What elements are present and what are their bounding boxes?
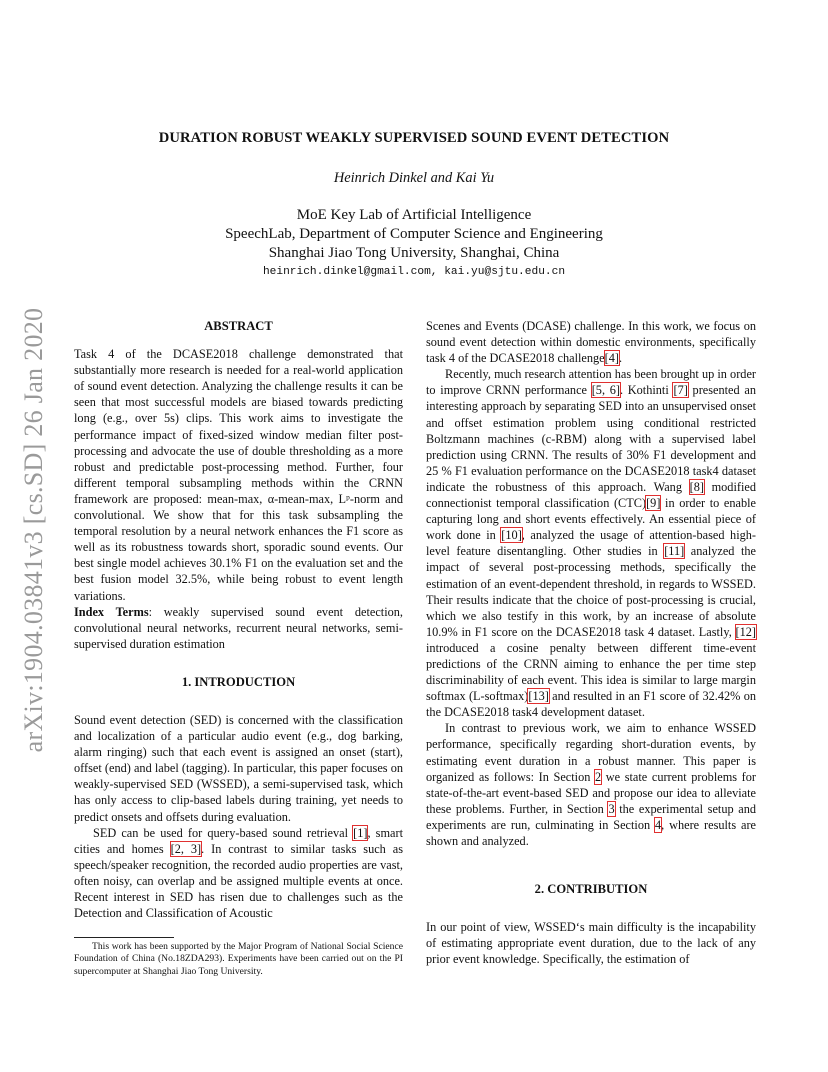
- index-terms-text: : weakly supervised sound event detection, convolutional neural networks, recurrent neural networks, semi-supervised duration estimation: [74, 604, 403, 651]
- author-emails: heinrich.dinkel@gmail.com, kai.yu@sjtu.edu.cn: [262, 266, 566, 278]
- introduction-heading: 1. INTRODUCTION: [181, 674, 296, 689]
- contribution-paragraph-1: In our point of view, WSSED‘s main difficulty is the incapability of estimating appropriate event duration, due to the lack of any prior event knowledge. Specifically, the estimation of: [426, 920, 756, 967]
- affiliation: [0, 206, 828, 263]
- affiliation-line-1: MoE Key Lab of Artificial Intelligence: [296, 207, 532, 223]
- abstract-heading: ABSTRACT: [204, 319, 273, 333]
- citation-link[interactable]: [12]: [735, 624, 756, 639]
- footnote-rule: [74, 937, 174, 938]
- text-run: Scenes and Events (DCASE) challenge. In this work, we focus on sound event detection within domestic environments, specifically task 4 of the DCASE2018 challenge: [426, 319, 756, 366]
- paper-title: DURATION ROBUST WEAKLY SUPERVISED SOUND EVENT DETECTION: [158, 130, 670, 146]
- contribution-heading: 2. CONTRIBUTION: [534, 882, 648, 897]
- affiliation-line-2: SpeechLab, Department of Computer Science and Engineering: [225, 226, 603, 242]
- text-run: introduced a cosine penalty between different time-event predictions of the CRNN aiming to enhance the per time step discriminability of each event. This idea is similar to large margin softmax (L-softmax): [426, 640, 756, 704]
- section-link[interactable]: 4: [655, 817, 662, 832]
- text-run: SED can be used for query-based sound retrieval: [93, 825, 354, 840]
- paper-authors: Heinrich Dinkel and Kai Yu: [333, 170, 495, 186]
- text-run-continued: . In contrast to similar tasks such as speech/speaker recognition, the recorded audio properties are vast, often noisy, can overlap and be assigned multiple events at once. Recent interest in SED has risen due to challenges such as the Detection and Classification of Acoustic: [74, 841, 403, 921]
- text-run: , smart cities and homes: [74, 825, 403, 856]
- text-run: , where results are shown and analyzed.: [426, 817, 756, 848]
- index-terms-label: Index Terms: [74, 604, 149, 619]
- citation-link[interactable]: [4]: [604, 351, 619, 366]
- intro-paragraph-2: [74, 825, 403, 922]
- text-run: modified connectionist temporal classification (CTC): [426, 479, 756, 511]
- citation-link[interactable]: [13]: [528, 689, 549, 704]
- arxiv-identifier: arXiv:1904.03841v3 [cs.SD] 26 Jan 2020: [19, 307, 48, 753]
- citation-link[interactable]: [2, 3]: [170, 841, 202, 856]
- index-terms: [74, 604, 403, 652]
- section-link[interactable]: 3: [608, 801, 615, 816]
- citation-link[interactable]: [1]: [353, 825, 368, 840]
- footnote: This work has been supported by the Major Program of National Social Science Foundation of China (No.18ZDA293). Experiments have been carried out on the PI supercomputer at Shanghai Jiao Tong University.: [74, 941, 403, 977]
- text-run: we state current problems for state-of-the-art event-based SED and propose our idea to alleviate these problems. Further, in Section: [426, 769, 757, 816]
- text-run: , analyzed the usage of attention-based high-level feature disentangling. Other studies in: [426, 528, 756, 559]
- intro-paragraph-3: [426, 366, 756, 720]
- arxiv-sidebar: [14, 290, 54, 770]
- citation-link[interactable]: [7]: [673, 383, 688, 398]
- right-column: [426, 318, 756, 967]
- citation-link[interactable]: [5, 6]: [591, 383, 620, 398]
- intro-paragraph-1: Sound event detection (SED) is concerned with the classification and localization of a particular audio event (e.g., dog barking, alarm ringing) such that each event is assigned an onset (start), offset (end) and label (tagging). In particular, this paper focuses on weakly-supervised SED (WSSED), a semi-supervised task, which has only access to clip-based labels during training, yet needs to predict onsets and offsets during evaluation.: [74, 712, 403, 824]
- section-link[interactable]: 2: [595, 769, 602, 784]
- text-run: .: [618, 351, 623, 366]
- citation-link[interactable]: [8]: [689, 479, 704, 494]
- citation-link[interactable]: [11]: [664, 544, 685, 559]
- abstract-body: Task 4 of the DCASE2018 challenge demonstrated that substantially more research is needed for a real-world application of sound event detection. Analyzing the challenge results it can be seen that most successful models are biased towards predicting long (e.g., over 5s) clips. This work aims to investigate the performance impact of fixed-sized window median filter post-processing and advocate the use of double thresholding as a more robust and predictable post-processing method. Further, four different temporal subsampling methods within the CRNN framework are proposed: mean-max, α-mean-max, Lᵖ-norm and convolutional. We show that for this task subsampling the temporal resolution by a neural network enhances the F1 score as well as its robustness towards short, sporadic sound events. Our best single model achieves 30.1% F1 on the evaluation set and the best fusion model 32.5%, while being robust to event length variations.: [74, 347, 403, 603]
- text-run: and resulted in an F1 score of 32.42% on the DCASE2018 task4 development dataset.: [426, 689, 756, 720]
- text-run: analyzed the impact of several post-processing methods, specifically the estimation of an event-dependent threshold, in regards to WSSED. Their results indicate that the choice of post-processing is crucial, which we also testify in this work, by an increase of absolute 10.9% in F1 score on the DCASE2018 task 4 dataset. Lastly,: [426, 544, 756, 639]
- text-run: . Kothinti: [619, 383, 674, 398]
- intro-paragraph-4: [426, 720, 756, 849]
- citation-link[interactable]: [10]: [501, 528, 522, 543]
- text-run: the experimental setup and experiments are run, culminating in Section: [426, 801, 756, 832]
- text-run: presented an interesting approach by separating SED into an unsupervised onset and offset estimation problem using conditional restricted Boltzmann machines (c-RBM) along with a supervised label prediction using CRNN. The results of 30% F1 development and 25 % F1 evaluation performance on the DCASE2018 task4 dataset indicate the robustness of this approach. Wang: [426, 383, 756, 494]
- text-run: in order to enable capturing long and short events effectively. An essential piece of work done in: [426, 496, 756, 543]
- text-run: Recently, much research attention has been brought up in order to improve CRNN performance: [426, 367, 756, 398]
- citation-link[interactable]: [9]: [646, 496, 661, 511]
- text-run: In contrast to previous work, we aim to enhance WSSED performance, specifically regarding short-duration events, by estimating event duration in a robust manner. This paper is organized as follows: In Section: [426, 721, 756, 784]
- intro-paragraph-2-continued: [426, 318, 756, 366]
- affiliation-line-3: Shanghai Jiao Tong University, Shanghai, China: [268, 245, 560, 261]
- left-column: [74, 318, 403, 921]
